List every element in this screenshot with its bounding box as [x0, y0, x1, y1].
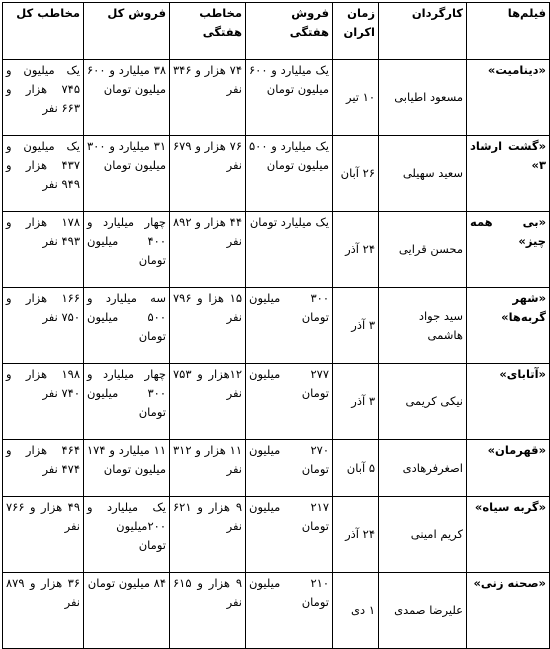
cell-weekly-audience: ۱۲هزار و ۷۵۳ نفر [170, 364, 246, 440]
cell-director: سعید سهیلی [379, 136, 467, 212]
cell-total-sales: چهار میلیارد و ۴۰۰ میلیون تومان [84, 212, 170, 288]
header-total-audience: مخاطب کل [3, 3, 84, 60]
cell-weekly-audience: ۷۴ هزار و ۳۴۶ نفر [170, 60, 246, 136]
cell-weekly-sales: یک میلیارد و ۶۰۰ میلیون تومان [246, 60, 333, 136]
cell-director: مسعود اطیابی [379, 60, 467, 136]
cell-director: نیکی کریمی [379, 364, 467, 440]
cell-total-audience: ۱۹۸ هزار و ۷۴۰ نفر [3, 364, 84, 440]
table-row [3, 440, 550, 497]
table-row [3, 136, 550, 212]
table-row [3, 212, 550, 288]
cell-total-audience: یک میلیون و ۷۴۵ هزار و ۶۶۳ نفر [3, 60, 84, 136]
cell-weekly-audience: ۷۶ هزار و ۶۷۹ نفر [170, 136, 246, 212]
cell-total-audience: ۴۶۴ هزار و ۴۷۴ نفر [3, 440, 84, 497]
cell-film: «صحنه زنی» [467, 573, 550, 649]
cell-weekly-audience: ۴۴ هزار و ۸۹۲ نفر [170, 212, 246, 288]
cell-total-sales: سه میلیارد و ۵۰۰ میلیون تومان [84, 288, 170, 364]
cell-director: محسن قرایی [379, 212, 467, 288]
cell-director: سید جواد هاشمی [379, 288, 467, 364]
cell-weekly-sales: یک میلیارد و ۵۰۰ میلیون تومان [246, 136, 333, 212]
cell-total-audience: ۱۷۸ هزار و ۴۹۳ نفر [3, 212, 84, 288]
header-release: زمان اکران [333, 3, 379, 60]
table-header-row [3, 3, 550, 60]
header-total-sales: فروش کل [84, 3, 170, 60]
cell-weekly-audience: ۹ هزار و ۶۲۱ نفر [170, 497, 246, 573]
cell-weekly-audience: ۱۵ هزا و ۷۹۶ نفر [170, 288, 246, 364]
cell-release: ۲۴ آذر [333, 212, 379, 288]
table-row [3, 288, 550, 364]
cell-film: «بی همه چیز» [467, 212, 550, 288]
cell-film: «قهرمان» [467, 440, 550, 497]
table-row [3, 573, 550, 649]
table-row [3, 497, 550, 573]
cell-release: ۳ آذر [333, 364, 379, 440]
cell-weekly-sales: ۲۷۷ میلیون تومان [246, 364, 333, 440]
cell-total-sales: ۸۴ میلیون تومان [84, 573, 170, 649]
cell-weekly-sales: یک میلیارد تومان [246, 212, 333, 288]
cell-director: علیرضا صمدی [379, 573, 467, 649]
cell-total-sales: یک میلیارد و ۲۰۰میلیون تومان [84, 497, 170, 573]
cell-film: «شهر گربه‌ها» [467, 288, 550, 364]
cell-release: ۵ آبان [333, 440, 379, 497]
cell-weekly-sales: ۲۷۰ میلیون تومان [246, 440, 333, 497]
cell-weekly-sales: ۲۱۷ میلیون تومان [246, 497, 333, 573]
cell-total-sales: ۳۱ میلیارد و ۳۰۰ میلیون تومان [84, 136, 170, 212]
cell-release: ۲۶ آبان [333, 136, 379, 212]
cell-film: «دینامیت» [467, 60, 550, 136]
header-weekly-sales: فروش هفتگی [246, 3, 333, 60]
cell-weekly-audience: ۹ هزار و ۶۱۵ نفر [170, 573, 246, 649]
header-director: کارگردان [379, 3, 467, 60]
cell-release: ۲۴ آذر [333, 497, 379, 573]
cell-director: کریم امینی [379, 497, 467, 573]
cell-total-sales: ۱۱ میلیارد و ۱۷۴ میلیون تومان [84, 440, 170, 497]
header-weekly-audience: مخاطب هفتگی [170, 3, 246, 60]
table-row [3, 60, 550, 136]
cell-total-audience: یک میلیون و ۴۳۷ هزار و ۹۴۹ نفر [3, 136, 84, 212]
cell-film: «گربه سیاه» [467, 497, 550, 573]
box-office-sheet [2, 2, 546, 617]
cell-total-audience: ۳۶ هزار و ۸۷۹ نفر [3, 573, 84, 649]
cell-release: ۱ دی [333, 573, 379, 649]
cell-weekly-sales: ۲۱۰ میلیون تومان [246, 573, 333, 649]
box-office-table [2, 2, 550, 649]
cell-total-audience: ۱۶۶ هزار و ۷۵۰ نفر [3, 288, 84, 364]
cell-total-sales: چهار میلیارد و ۳۰۰ میلیون تومان [84, 364, 170, 440]
cell-release: ۳ آذر [333, 288, 379, 364]
cell-film: «گشت ارشاد ۳» [467, 136, 550, 212]
table-row [3, 364, 550, 440]
header-film: فیلم‌ها [467, 3, 550, 60]
cell-weekly-audience: ۱۱ هزار و ۳۱۲ نفر [170, 440, 246, 497]
cell-director: اصغرفرهادی [379, 440, 467, 497]
cell-release: ۱۰ تیر [333, 60, 379, 136]
cell-total-sales: ۳۸ میلیارد و ۶۰۰ میلیون تومان [84, 60, 170, 136]
cell-total-audience: ۴۹ هزار و ۷۶۶ نفر [3, 497, 84, 573]
cell-film: «آتابای» [467, 364, 550, 440]
cell-weekly-sales: ۳۰۰ میلیون تومان [246, 288, 333, 364]
